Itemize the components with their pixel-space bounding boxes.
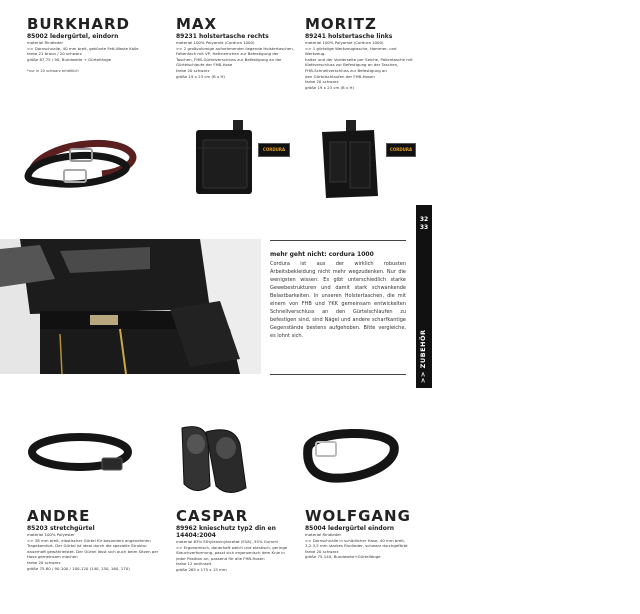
feature-text	[270, 251, 406, 340]
product-moritz	[305, 16, 417, 90]
spec-line: Faltenfach mit VP, Hettriemchen zur Befestigung der	[176, 51, 279, 57]
product-number: 85002	[27, 33, 48, 40]
product-number: 85203	[27, 525, 48, 532]
spec-line: dauerhaft gewährleistet. Der Gürtel lässt sich auch beim Sitzen per	[27, 548, 159, 554]
page-number: 33	[419, 224, 429, 231]
product-wolfgang	[305, 508, 417, 560]
cordura-badge: CORDURA	[258, 143, 290, 157]
spec-line: halter und der Vorderseite per Seiche, Pallentasche mit	[305, 56, 413, 62]
spec-line: Gürtelschlaufe der FHB-Hose	[176, 62, 233, 68]
spec-line: >> 38 mm breit, elastischer Gürtel für besonders angenehmen	[27, 537, 151, 543]
spec-line: >> Dornschnalle in schädlicher Hase, 40 mm breit,	[305, 537, 406, 543]
spec-line: größe 75-140, Bundweite+Gürtellänge	[305, 554, 381, 560]
product-name: BURKHARD	[27, 15, 130, 33]
product-caspar	[176, 508, 301, 573]
product-andre	[27, 508, 169, 571]
spec-line: 3,2-3,5 mm starkes Rindleder, schwarz durchgefärbt	[305, 543, 408, 549]
product-name: MORITZ	[305, 15, 377, 33]
holster-max-image	[193, 118, 255, 198]
spec-line: größe 87,75 / 90, Bundweite + Gürtellänge	[27, 56, 112, 62]
belt-burkhard-image	[22, 132, 140, 192]
product-type: holstertasche rechts	[198, 33, 269, 40]
product-subtitle	[176, 33, 301, 40]
divider	[270, 240, 406, 241]
footnote: *nur in 20 schwarz erhältlich	[27, 69, 79, 74]
spec-line: material 100% Polyamid (Cordura 1000)	[176, 40, 255, 45]
spec-line: größe 19 x 23 cm (B x H)	[176, 73, 225, 79]
spec-line: farbe 21 braun / 20 schwarz	[27, 51, 82, 57]
product-subtitle	[176, 525, 301, 539]
spec-line: FHB-Schnellverschluss zur Befestigung an	[305, 67, 387, 73]
spec-line: farbe 20 schwarz	[176, 67, 210, 73]
spec-line: farbe 12 anthrazit	[176, 561, 212, 567]
spec-line: farbe 20 schwarz	[27, 559, 61, 565]
spec-line: farbe 20 schwarz	[305, 548, 339, 554]
spec-line: größe 19 x 23 cm (B x H)	[305, 84, 354, 90]
spec-line: >> Dornschnalle, 40 mm breit, gekürzte Fett-Waste Kolle	[27, 45, 139, 51]
spec-line: material Rindleder	[305, 532, 342, 537]
cordura-badge: CORDURA	[386, 143, 416, 157]
spec-line: >> 1 gürtelige Werkzeugtasche, Hammer- und Werkzeug-	[305, 45, 397, 57]
section-tab	[416, 205, 432, 388]
product-number: 85004	[305, 525, 326, 532]
product-type: stretchgürtel	[49, 525, 95, 532]
kneepads-caspar-image	[176, 422, 250, 498]
spec-line: Taschen, FHB-Gürtelverschluss zur Befestigung an der	[176, 56, 282, 62]
product-type: ledergürtel eindorn	[327, 525, 395, 532]
product-number: 89231	[176, 33, 197, 40]
spec-line: material 63% Ethylenvinylacetat (EVA), 35% Gummi	[176, 539, 278, 544]
product-name: WOLFGANG	[305, 507, 411, 525]
spec-line: Klettverschluss zur Befestigung an der Taschen,	[305, 62, 399, 68]
spec-line: Stauchverformung, passt sich ergonomisch dem Knie in	[176, 550, 285, 556]
product-type: holstertasche links	[327, 33, 393, 40]
spec-line: >> Ergonomisch, dauerhaft weich und elastisch, geringe	[176, 544, 288, 550]
product-number: 89962	[176, 525, 197, 532]
feature-body: Cordura ist aus der wirklich robusten Arbeitsbekleidung nicht mehr wegzudenken. Nur die wenigsten wissen: Es gibt unterschiedlich starke Gewebestrukturen und damit stark schwankende Belastbarkeiten. In unseren Holstertaschen, die mit einem von FHB und YKK gemeinsam entwickelten Schnellverschluss an den Gürtelschlaufen zu befestigen sind, sind Nägel und andere scharfkantige Gegenstände bestens aufgehoben. Bitte vergleiche, es lohnt sich.	[270, 261, 406, 339]
product-subtitle	[27, 33, 169, 40]
spec-line: material Rindleder	[27, 40, 64, 45]
holster-moritz-image	[316, 118, 382, 200]
spec-line: größe 75-80 / 90-100 / 100-120 (140, 150, 160, 170)	[27, 565, 130, 571]
spec-line: den Gürtelschlaufen der FHB-Hosen	[305, 73, 375, 79]
product-type: knieschutz typ2 din en 14404:2004	[176, 525, 276, 539]
product-type: ledergürtel, eindorn	[49, 33, 119, 40]
product-burkhard	[27, 16, 169, 73]
spec-line: Tragekomfort. Der Gürtel ist ideal durch die spezielle Struktur	[27, 543, 147, 549]
product-subtitle	[305, 33, 417, 40]
product-number: 89241	[305, 33, 326, 40]
spec-line: material 100% Polyamid (Cordura 1000)	[305, 40, 384, 45]
product-name: ANDRE	[27, 507, 91, 525]
belt-andre-image	[28, 430, 132, 478]
spec-line: >> 2 großvolumige aufnehmender liegende Holstertaschen,	[176, 45, 294, 51]
product-max	[176, 16, 301, 79]
spec-line: material 100% Polyester	[27, 532, 75, 537]
page-number: 32	[419, 216, 429, 223]
spec-line: größe 265 x 175 x 15 mm	[176, 566, 227, 572]
product-subtitle	[27, 525, 169, 532]
section-label: >> ZUBEHÖR	[419, 329, 427, 383]
product-name: CASPAR	[176, 507, 249, 525]
spec-line: farbe 20 schwarz	[305, 79, 339, 85]
feature-title: mehr geht nicht: cordura 1000	[270, 251, 374, 258]
belt-wolfgang-image	[302, 424, 400, 488]
product-name: MAX	[176, 15, 218, 33]
product-subtitle	[305, 525, 417, 532]
worker-photo	[0, 239, 261, 374]
divider	[270, 374, 406, 375]
spec-line: Hose gemeinsam machen	[27, 554, 78, 560]
spec-line: jeder Position an, passend für alle FHB-Hosen	[176, 555, 265, 561]
